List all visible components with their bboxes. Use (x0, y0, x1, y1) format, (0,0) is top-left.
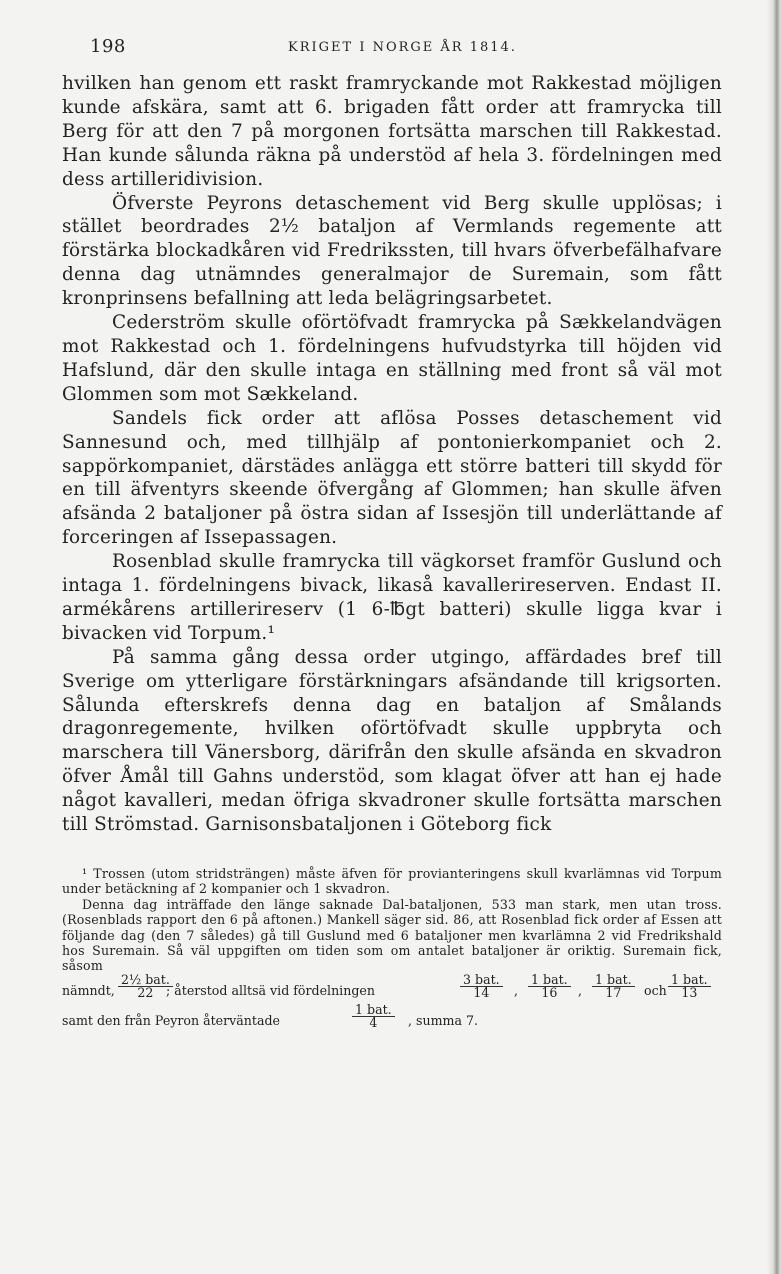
fraction-line (62, 1001, 722, 1033)
fraction-numerator: 1 bat. (355, 1001, 392, 1017)
fraction (460, 971, 503, 1000)
fraction-line-prefix: samt den från Peyron återväntade (62, 1012, 280, 1028)
fraction-line-suffix: , summa 7. (408, 1012, 478, 1028)
fraction-separator: , (578, 982, 583, 998)
fraction (528, 971, 571, 1000)
paragraph: Sandels fick order att aflösa Posses detaschement vid Sannesund och, med tillhjälp af pontonierkompaniet och 2. sappörkompaniet, därstädes anlägga ett större batteri till skydd för en till äfventyrs skeende öfvergång af Glommen; han skulle äfven afsända 2 bataljoner på östra sidan af Issesjön till underlättande af forceringen af Issepassagen. (62, 407, 722, 549)
fraction-connector: och (644, 982, 667, 998)
footnote: Denna dag inträffade den länge saknade Dal-bataljonen, 533 man stark, men utan tross. (Rosenblads rapport den 6 på aftonen.) Mankell säger sid. 86, att Rosenblad fick order af Essen att följande dag (den 7 således) gå till Guslund med 6 bataljoner men kvarlämna 2 vid Fredrikshald hos Suremain. Så väl uppgiften om tiden som om antalet bataljoner är oriktig. Suremain fick, såsom (62, 896, 722, 974)
fraction-line-prefix: nämndt, (62, 982, 115, 998)
fraction-denominator: 16 (528, 986, 571, 999)
fraction-denominator: 13 (668, 986, 711, 999)
paragraph: hvilken han genom ett raskt framryckande mot Rakkestad möjligen kunde afskära, samt att 6. brigaden fått order att framrycka till Berg för att den 7 på morgonen fortsätta marschen till Rakkestad. Han kunde sålunda räkna på understöd af hela 3. fördelningen med dess artilleridivision. (62, 73, 722, 190)
fraction (118, 971, 173, 1000)
fraction-numerator: 1 bat. (595, 971, 632, 987)
body-text (62, 72, 722, 837)
paragraph: Cederström skulle oförtöfvadt framrycka på Sækkelandvägen mot Rakkestad och 1. fördelningens hufvudstyrka till höjden vid Hafslund, där den skulle intaga en ställning med front så väl mot Glommen som mot Sækkeland. (62, 312, 722, 405)
fraction-numerator: 3 bat. (463, 971, 500, 987)
fraction-denominator: 17 (592, 986, 635, 999)
fraction-separator: , (514, 982, 519, 998)
paragraph: Öfverste Peyrons detaschement vid Berg skulle upplösas; i stället beordrades 2½ bataljon af Vermlands regemente att förstärka blockadkåren vid Fredrikssten, till hvars öfverbefälhafvare denna dag utnämndes generalmajor de Suremain, som fått kronprinsens befallning att leda belägringsarbetet. (62, 192, 722, 310)
fraction-denominator: 22 (118, 986, 173, 999)
fraction-numerator: 2½ bat. (121, 971, 170, 987)
fraction (352, 1001, 395, 1030)
fraction-line (62, 971, 722, 1003)
footnote: ¹ Trossen (utom stridsträngen) måste äfven för provianteringens skull kvarlämnas vid Torpum under betäckning af 2 kompanier och 1 skvadron. (62, 866, 722, 897)
book-page (62, 36, 722, 1033)
fraction-denominator: 14 (460, 986, 503, 999)
page-header (62, 36, 722, 64)
fraction (668, 971, 711, 1000)
fraction (592, 971, 635, 1000)
scan-page-edge (767, 0, 781, 1274)
paragraph: Rosenblad skulle framrycka till vägkorset framför Guslund och intaga 1. fördelningens bivack, likaså kavallerireserven. Endast II. armékårens artillerireserv (1 6-℔gt batteri) skulle ligga kvar i bivacken vid Torpum.¹ (62, 551, 722, 644)
fraction-denominator: 4 (352, 1016, 395, 1029)
footnotes (62, 866, 722, 1033)
fraction-line-middle: ; återstod alltsä vid fördelningen (166, 982, 375, 998)
fraction-numerator: 1 bat. (531, 971, 568, 987)
fraction-numerator: 1 bat. (671, 971, 708, 987)
running-head: KRIGET I NORGE ÅR 1814. (288, 40, 517, 55)
paragraph: På samma gång dessa order utgingo, affärdades bref till Sverige om ytterligare förstärkningars afsändande till krigsorten. Sålunda efterskrefs denna dag en bataljon af Smålands dragonregemente, hvilken oförtöfvadt skulle uppbryta och marschera till Vänersborg, därifrån den skulle afsända en skvadron öfver Åmål till Gahns understöd, som klagat öfver att han ej hade något kavalleri, medan öfriga skvadroner skulle fortsätta marschen till Strömstad. Garnisonsbataljonen i Göteborg fick (62, 646, 722, 836)
page-number: 198 (90, 36, 126, 57)
